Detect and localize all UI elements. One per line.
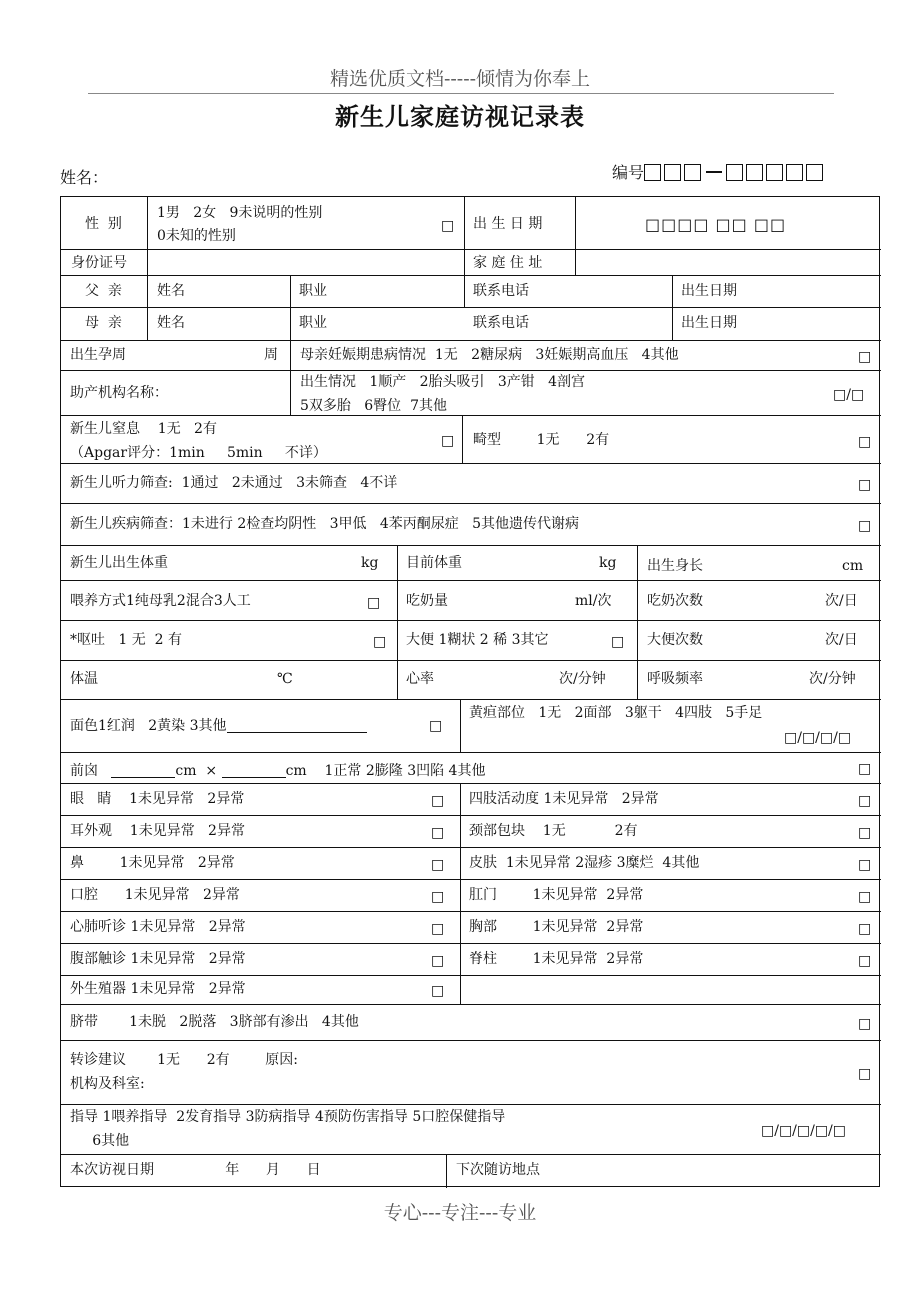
neck-mass-exam: 颈部包块 1无 2有 (469, 823, 638, 839)
row-divider (61, 620, 881, 621)
maternal-illness-checkbox[interactable]: □ (858, 349, 872, 365)
row-divider (61, 580, 881, 581)
row-divider (61, 847, 881, 848)
gestation-unit: 周 (264, 347, 278, 363)
serial-box[interactable] (766, 164, 783, 181)
serial-box[interactable] (786, 164, 803, 181)
abdomen-exam: 腹部触诊 1未见异常 2异常 (70, 951, 246, 967)
heart-rate-unit: 次/分钟 (559, 671, 606, 687)
id-label: 身份证号 (71, 255, 127, 271)
ears-checkbox[interactable]: □ (431, 825, 445, 841)
feeding-checkbox[interactable]: □ (367, 595, 381, 611)
stool-times-unit: 次/日 (825, 632, 858, 648)
maternal-illness: 母亲妊娠期患病情况 1无 2糖尿病 3妊娠期高血压 4其他 (300, 347, 679, 363)
complexion (70, 717, 367, 735)
nose-exam: 鼻 1未见异常 2异常 (70, 855, 235, 871)
temperature-label: 体温 (70, 671, 98, 687)
referral: 转诊建议 1无 2有 原因: (70, 1052, 298, 1068)
birth-length-label: 出生身长 (647, 558, 703, 574)
row-divider (61, 1104, 881, 1105)
col-divider (575, 197, 576, 275)
stool: 大便 1糊状 2 稀 3其它 (406, 632, 549, 648)
col-divider (446, 1154, 447, 1188)
mother-phone-label: 联系电话 (473, 315, 529, 331)
disease-screening: 新生儿疾病筛查：1未进行 2检查均阴性 3甲低 4苯丙酮尿症 5其他遗传代谢病 (70, 516, 580, 532)
next-visit-location: 下次随访地点 (456, 1162, 540, 1178)
eyes-checkbox[interactable]: □ (431, 793, 445, 809)
chest-exam: 胸部 1未见异常 2异常 (469, 919, 644, 935)
asphyxia-checkbox[interactable]: □ (441, 433, 455, 449)
ears-exam: 耳外观 1未见异常 2异常 (70, 823, 245, 839)
milk-amount-label: 吃奶量 (406, 593, 448, 609)
visit-date: 本次访视日期 年 月 日 (70, 1162, 321, 1178)
name-label: 姓名： (60, 168, 109, 187)
col-divider (460, 699, 461, 752)
current-weight-label: 目前体重 (406, 555, 462, 571)
vomiting: *呕吐 1 无 2 有 (70, 632, 182, 648)
row-divider (61, 752, 881, 753)
birth-length-unit: cm (842, 558, 864, 574)
row-divider (61, 275, 881, 276)
limbs-checkbox[interactable]: □ (858, 793, 872, 809)
fontanel-cm: cm × (175, 763, 218, 779)
gender-checkbox[interactable]: □ (441, 218, 455, 234)
row-divider (61, 503, 881, 504)
mouth-exam: 口腔 1未见异常 2异常 (70, 887, 240, 903)
anus-exam: 肛门 1未见异常 2异常 (469, 887, 644, 903)
serial-label: 编号 (612, 163, 645, 182)
gender-options-2: 0未知的性别 (157, 228, 236, 244)
fontanel-checkbox[interactable]: □ (858, 761, 872, 777)
col-divider (290, 340, 291, 415)
jaundice-location: 黄疸部位 1无 2面部 3躯干 4四肢 5手足 (469, 705, 763, 721)
birth-weight-unit: kg (361, 555, 379, 571)
genitals-checkbox[interactable]: □ (431, 983, 445, 999)
serial-box[interactable] (746, 164, 763, 181)
complexion-other-blank[interactable] (227, 717, 367, 733)
disease-checkbox[interactable]: □ (858, 518, 872, 534)
birthdate-label: 出 生 日 期 (473, 216, 543, 232)
anus-checkbox[interactable]: □ (858, 889, 872, 905)
fontanel-options: cm 1正常 2膨隆 3凹陷 4其他 (285, 763, 486, 779)
father-job-label: 职业 (299, 283, 327, 299)
temperature-unit: ℃ (277, 671, 293, 687)
stool-checkbox[interactable]: □ (611, 634, 625, 650)
header-rule (88, 93, 834, 94)
jaundice-checkboxes[interactable]: □/□/□/□ (784, 730, 852, 746)
row-divider (61, 1040, 881, 1041)
hearing-screening: 新生儿听力筛查: 1通过 2未通过 3未筛查 4不详 (70, 475, 398, 491)
referral-institution: 机构及科室: (70, 1076, 145, 1092)
guidance-checkboxes[interactable]: □/□/□/□/□ (761, 1123, 847, 1139)
birth-situation: 出生情况 1顺产 2胎头吸引 3产钳 4剖宫 (300, 374, 586, 390)
spine-checkbox[interactable]: □ (858, 953, 872, 969)
row-divider (61, 340, 881, 341)
birth-situation-2: 5双多胎 6臀位 7其他 (300, 398, 447, 414)
header-note: 精选优质文档-----倾情为你奉上 (329, 68, 591, 90)
deformity: 畸型 1无 2有 (473, 432, 610, 448)
col-divider (462, 415, 463, 463)
row-divider (61, 1004, 881, 1005)
asphyxia: 新生儿窒息 1无 2有 (70, 421, 217, 437)
gender-label: 性 别 (85, 216, 122, 232)
row-divider (61, 463, 881, 464)
heart-rate-label: 心率 (406, 671, 434, 687)
stool-times-label: 大便次数 (647, 632, 703, 648)
address-label: 家 庭 住 址 (473, 255, 543, 271)
serial-number[interactable] (612, 160, 826, 183)
row-divider (61, 307, 881, 308)
nose-checkbox[interactable]: □ (431, 857, 445, 873)
row-divider (61, 815, 881, 816)
guidance: 指导 1喂养指导 2发育指导 3防病指导 4预防伤害指导 5口腔保健指导 (70, 1109, 506, 1125)
fontanel-width-blank[interactable] (111, 762, 175, 778)
serial-box[interactable] (806, 164, 823, 181)
mother-job-label: 职业 (299, 315, 327, 331)
fontanel-label: 前囟 (70, 763, 98, 779)
row-divider (61, 911, 881, 912)
neck-checkbox[interactable]: □ (858, 825, 872, 841)
umbilical-checkbox[interactable]: □ (858, 1016, 872, 1032)
milk-times-unit: 次/日 (825, 593, 858, 609)
col-divider (637, 545, 638, 699)
footer-note: 专心---专注---专业 (383, 1202, 537, 1224)
serial-box[interactable] (684, 164, 701, 181)
row-divider (61, 545, 881, 546)
father-phone-label: 联系电话 (473, 283, 529, 299)
serial-box[interactable] (644, 164, 661, 181)
resp-rate-unit: 次/分钟 (809, 671, 856, 687)
abdomen-checkbox[interactable]: □ (431, 953, 445, 969)
col-divider (290, 275, 291, 340)
heart-lung-exam: 心肺听诊 1未见异常 2异常 (70, 919, 246, 935)
row-divider (61, 370, 881, 371)
row-divider (61, 1154, 881, 1155)
birthdate-boxes[interactable]: □□□□ □□ □□ (645, 215, 787, 234)
row-divider (61, 975, 881, 976)
spine-exam: 脊柱 1未见异常 2异常 (469, 951, 644, 967)
vomiting-checkbox[interactable]: □ (373, 634, 387, 650)
row-divider (61, 415, 881, 416)
fontanel (70, 762, 485, 780)
mother-name-label: 姓名 (157, 315, 185, 331)
visit-record-form (60, 196, 880, 1187)
row-divider (61, 879, 881, 880)
chest-checkbox[interactable]: □ (858, 921, 872, 937)
current-weight-unit: kg (599, 555, 617, 571)
mother-dob-label: 出生日期 (681, 315, 737, 331)
limbs-exam: 四肢活动度 1未见异常 2异常 (469, 791, 659, 807)
referral-checkbox[interactable]: □ (858, 1066, 872, 1082)
complexion-checkbox[interactable]: □ (429, 718, 443, 734)
feeding-method: 喂养方式1纯母乳2混合3人工 (70, 593, 251, 609)
row-divider (61, 660, 881, 661)
page-title: 新生儿家庭访视记录表 (335, 102, 585, 131)
genitals-exam: 外生殖器 1未见异常 2异常 (70, 981, 246, 997)
deformity-checkbox[interactable]: □ (858, 434, 872, 450)
heart-lung-checkbox[interactable]: □ (431, 921, 445, 937)
mother-label: 母 亲 (85, 315, 122, 331)
father-label: 父 亲 (85, 283, 122, 299)
col-divider (397, 545, 398, 699)
row-divider (61, 943, 881, 944)
col-divider (464, 197, 465, 307)
apgar-score: （Apgar评分：1min 5min 不详） (70, 445, 327, 461)
resp-rate-label: 呼吸频率 (647, 671, 703, 687)
hearing-checkbox[interactable]: □ (858, 477, 872, 493)
facility-label: 助产机构名称： (70, 385, 168, 401)
mouth-checkbox[interactable]: □ (431, 889, 445, 905)
gestation-label: 出生孕周 (70, 347, 126, 363)
umbilical-cord: 脐带 1未脱 2脱落 3脐部有渗出 4其他 (70, 1014, 359, 1030)
fontanel-length-blank[interactable] (222, 762, 286, 778)
gender-options: 1男 2女 9未说明的性别 (157, 205, 323, 221)
serial-box[interactable] (664, 164, 681, 181)
skin-checkbox[interactable]: □ (858, 857, 872, 873)
milk-times-label: 吃奶次数 (647, 593, 703, 609)
row-divider (61, 249, 881, 250)
col-divider (460, 783, 461, 1004)
row-divider (61, 699, 881, 700)
milk-amount-unit: ml/次 (575, 593, 612, 609)
guidance-2: 6其他 (70, 1133, 130, 1149)
serial-dash (706, 171, 722, 173)
eyes-exam: 眼 睛 1未见异常 2异常 (70, 791, 245, 807)
father-name-label: 姓名 (157, 283, 185, 299)
skin-exam: 皮肤 1未见异常 2湿疹 3糜烂 4其他 (469, 855, 700, 871)
complexion-text: 面色1红润 2黄染 3其他 (70, 718, 227, 734)
col-divider (147, 197, 148, 340)
serial-box[interactable] (726, 164, 743, 181)
birth-situation-checkboxes[interactable]: □/□ (833, 387, 865, 403)
col-divider (672, 275, 673, 340)
father-dob-label: 出生日期 (681, 283, 737, 299)
birth-weight-label: 新生儿出生体重 (70, 555, 168, 571)
row-divider (61, 783, 881, 784)
